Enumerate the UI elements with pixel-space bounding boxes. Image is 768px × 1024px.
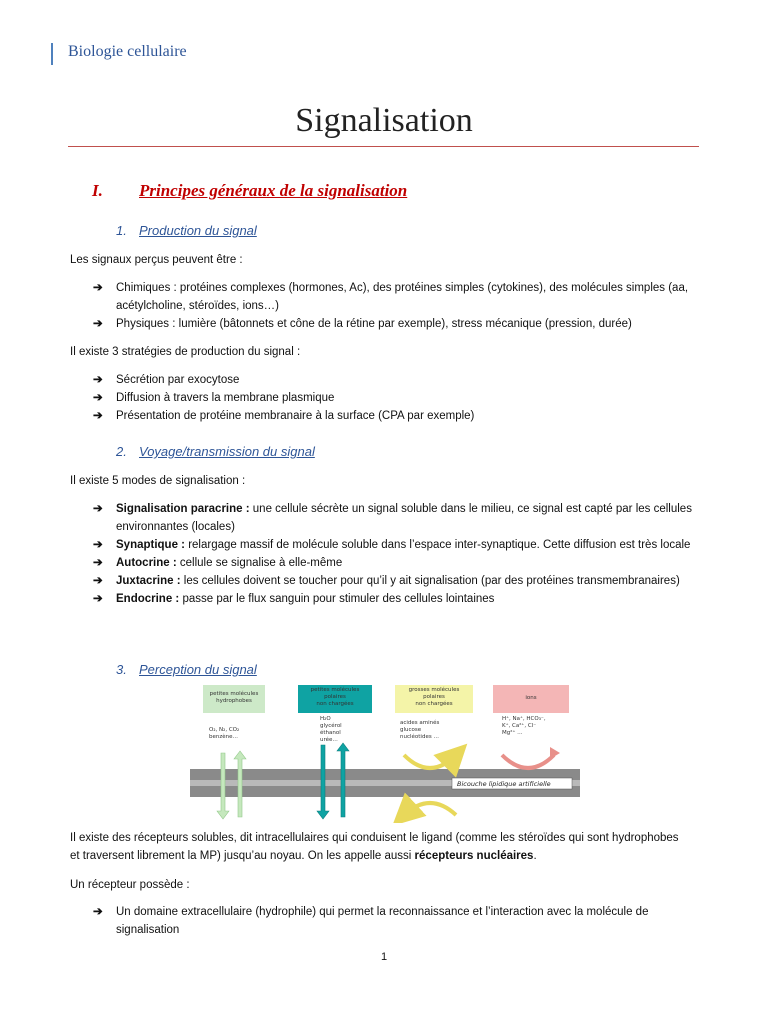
box-label: petites molécules <box>209 691 259 697</box>
paragraph-intracellular-receptors <box>70 829 690 865</box>
subheading-number: 1. <box>116 223 127 238</box>
subheading-perception <box>116 662 257 677</box>
box-label: non chargées <box>316 701 354 707</box>
list-item-text: une cellule sécrète un signal soluble dans le milieu, ce signal est capté par les cellules environnantes (locales) <box>116 503 692 533</box>
term: Autocrine : <box>116 557 177 569</box>
running-header: Biologie cellulaire <box>68 43 187 60</box>
list-item <box>93 315 705 333</box>
bullet-list-strategies <box>93 371 705 425</box>
bullet-list-receptor <box>93 903 705 939</box>
subheading-title: Production du signal <box>139 223 257 238</box>
list-item-text: Diffusion à travers la membrane plasmique <box>116 392 335 404</box>
list-item <box>93 500 705 536</box>
title-divider <box>68 146 699 147</box>
term: Synaptique : <box>116 539 186 551</box>
subheading-title: Voyage/transmission du signal <box>139 444 315 459</box>
example-text: Mg²⁺ … <box>502 730 523 736</box>
paragraph: Les signaux perçus peuvent être : <box>70 254 243 266</box>
paragraph: Il existe 3 stratégies de production du signal : <box>70 346 301 358</box>
subheading-transmission <box>116 444 315 459</box>
list-item <box>93 903 705 939</box>
list-item <box>93 554 705 572</box>
page-title: Signalisation <box>295 102 473 139</box>
term: récepteurs nucléaires <box>414 850 534 862</box>
arrow-bullet-icon: ➔ <box>93 539 103 551</box>
membrane-permeability-figure <box>190 683 580 823</box>
page-number: 1 <box>380 951 388 963</box>
arrow-bullet-icon: ➔ <box>93 282 103 294</box>
list-item <box>93 279 705 315</box>
example-text: benzène… <box>209 734 239 740</box>
bounce-arrow-icon <box>502 755 554 768</box>
example-text: O₂, N₂, CO₂ <box>209 727 240 733</box>
paragraph-text: . <box>533 850 537 862</box>
list-item <box>93 590 705 608</box>
list-item <box>93 407 705 425</box>
section-number: I. <box>92 181 103 200</box>
arrow-bullet-icon: ➔ <box>93 906 103 918</box>
subheading-title: Perception du signal <box>139 662 257 677</box>
subheading-production <box>116 223 257 238</box>
list-item-text: Chimiques : protéines complexes (hormones, Ac), des protéines simples (cytokines), des molécules simples (aa, acétylcholine, stéroïdes, ions…) <box>116 282 689 312</box>
box-label: non chargées <box>415 701 453 707</box>
list-item <box>93 572 705 590</box>
list-item-text: cellule se signalise à elle-même <box>176 557 343 569</box>
paragraph: Il existe 5 modes de signalisation : <box>70 475 246 487</box>
term: Endocrine : <box>116 593 180 605</box>
example-text: glycérol <box>320 723 342 729</box>
list-item-text: relargage massif de molécule soluble dans l’espace inter-synaptique. Cette diffusion est très locale <box>185 539 691 551</box>
paragraph-text: Il existe des récepteurs solubles, dit intracellulaires qui conduisent le ligand (comme les stéroïdes qui sont hydrophobes et traversent librement la MP) jusqu’au noyau. On les appelle aussi <box>70 832 679 862</box>
box-label: polaires <box>423 694 445 700</box>
box-label: grosses molécules <box>408 687 460 693</box>
section-title: Principes généraux de la signalisation <box>139 181 408 200</box>
box-label: hydrophobes <box>216 698 252 704</box>
term: Signalisation paracrine : <box>116 503 250 515</box>
example-text: K⁺, Ca²⁺, Cl⁻ <box>502 723 537 729</box>
bounce-arrow-icon <box>404 755 456 768</box>
box-label: polaires <box>324 694 346 700</box>
list-item-text: Un domaine extracellulaire (hydrophile) qui permet la reconnaissance et l’interaction avec la molécule de signalisation <box>116 906 649 936</box>
arrow-bullet-icon: ➔ <box>93 503 103 515</box>
section-heading-1 <box>92 181 407 201</box>
subheading-number: 3. <box>116 662 127 677</box>
list-item <box>93 536 705 554</box>
paragraph: Un récepteur possède : <box>70 879 190 891</box>
arrow-bullet-icon: ➔ <box>93 392 103 404</box>
example-text: H⁺, Na⁺, HCO₃⁻, <box>502 716 546 722</box>
list-item-text: Présentation de protéine membranaire à la surface (CPA par exemple) <box>116 410 475 422</box>
bullet-list-signals <box>93 279 705 333</box>
example-text: glucose <box>400 727 422 733</box>
arrow-bullet-icon: ➔ <box>93 557 103 569</box>
arrow-bullet-icon: ➔ <box>93 593 103 605</box>
arrow-bullet-icon: ➔ <box>93 575 103 587</box>
arrow-bullet-icon: ➔ <box>93 410 103 422</box>
box-label: ions <box>525 695 537 701</box>
list-item-text: Physiques : lumière (bâtonnets et cône de la rétine par exemple), stress mécanique (pression, durée) <box>116 318 632 330</box>
list-item <box>93 389 705 407</box>
arrow-bullet-icon: ➔ <box>93 318 103 330</box>
list-item-text: les cellules doivent se toucher pour qu’il y ait signalisation (par des protéines transmembranaires) <box>180 575 680 587</box>
list-item-text: Sécrétion par exocytose <box>116 374 240 386</box>
example-text: H₂O <box>320 716 331 722</box>
bullet-list-modes <box>93 500 705 608</box>
box-label: petites molécules <box>310 687 360 693</box>
bounce-arrow-icon <box>404 803 456 815</box>
header-accent-bar <box>51 43 53 65</box>
example-text: éthanol <box>320 730 341 736</box>
example-text: urée… <box>320 737 338 743</box>
arrowhead <box>550 747 560 759</box>
term: Juxtacrine : <box>116 575 181 587</box>
arrow-bullet-icon: ➔ <box>93 374 103 386</box>
subheading-number: 2. <box>116 444 127 459</box>
example-text: nucléotides … <box>400 734 439 740</box>
list-item-text: passe par le flux sanguin pour stimuler des cellules lointaines <box>179 593 495 605</box>
example-text: acides aminés <box>400 720 440 726</box>
membrane-label: Bicouche lipidique artificielle <box>457 780 551 788</box>
list-item <box>93 371 705 389</box>
